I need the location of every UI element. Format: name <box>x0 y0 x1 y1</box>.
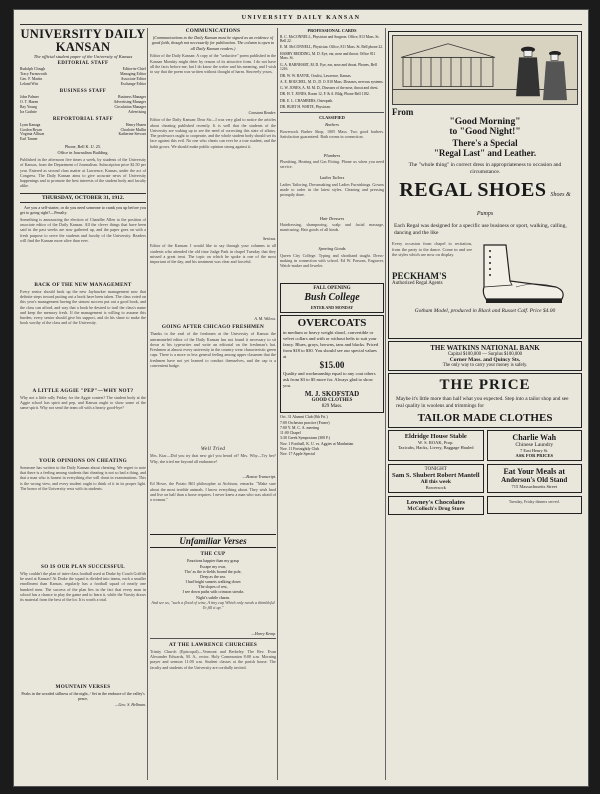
classified-head: CLASSIFIED <box>319 114 345 120</box>
classified-sporting-goods: Sporting Goods <box>318 246 346 252</box>
staff-name: Ira Guthrie <box>20 109 37 114</box>
charlie-name: Charlie Wah <box>512 432 557 442</box>
building-illustration-icon <box>393 36 577 104</box>
professional-card: DR. E. L. CHAMBERS, Osteopath. <box>280 98 334 103</box>
poem-line: The slopes of rest, <box>198 584 228 590</box>
bowersock-name: Bowersock <box>425 485 446 491</box>
phone-line: Phone, Bell K. U. 25. <box>64 144 102 150</box>
regal-shoes-logo: REGAL SHOES <box>399 178 547 201</box>
peckham-name: PECKHAM'S <box>392 271 447 282</box>
letter-body: Editor of the Daily Kansan: A copy of the "seductive" poem published in the Kansan Monday might deter by reason of its attractive form. I do not have all the facts before me, but I do know the writer and his meaning, and I wish to say that the poem was written without thought of harm. Sincerely yours, <box>150 53 276 75</box>
overcoats-copy: in medium or heavy weight shawl, convertible or velvet collars and with or without belts to suit your fancy. Blues, grays, browns, tans and blacks. Priced from $18 to $30. You should see our special values at <box>283 329 379 359</box>
schedule-item: 7:00 Orchestra practice (Fraser) <box>280 420 330 425</box>
professional-card: HARRY REDDING, M. D. Eye, ear, nose and throat. Office 811 Mass. St. <box>280 51 376 61</box>
professional-card: DR. H. T. JONES, Room 12, F. & A. Bldg. Phone Bell 1182. <box>280 92 370 97</box>
staff-role: Charlotte Mullin <box>120 127 146 132</box>
lowney-ad[interactable] <box>388 496 484 515</box>
skofstad-sub: GOOD CLOTHES <box>311 397 353 403</box>
staff-name: Rudolph Clough <box>20 67 46 72</box>
staff-name: Lynn Kanaga <box>20 122 41 127</box>
masthead-subtitle: The official student paper of the University of Kansas <box>33 54 133 60</box>
column-rule <box>147 28 148 780</box>
running-head: UNIVERSITY DAILY KANSAN <box>241 15 361 21</box>
letter-signature: Constant Reader. <box>248 110 276 116</box>
price-head: THE PRICE <box>439 377 531 393</box>
tailor-made-text: TAILOR MADE CLOTHES <box>417 411 553 424</box>
column-communications <box>150 28 276 780</box>
overcoats-ad[interactable] <box>280 315 384 414</box>
reportorial-roster <box>20 123 146 143</box>
business-staff-head: BUSINESS STAFF <box>59 88 107 94</box>
anderson-address: 715 Massachusetts Street <box>511 483 557 489</box>
from-text: From <box>392 107 414 117</box>
schedule-item: 11:00 Chapel <box>280 431 301 436</box>
staff-role <box>118 137 146 142</box>
regal-copy: Each Regal was designed for a specific use business or sport, walking, calling, dancing and the like <box>394 222 567 236</box>
charlie-prices: ASK FOR PRICES <box>515 452 553 458</box>
staff-name: O. T. Hazen <box>20 99 39 104</box>
classified-text: Bowersock Barber Shop, 1005 Mass. Two good barbers. Satisfaction guaranteed. Bath rooms in connection. <box>280 128 384 139</box>
headline-mountain-verses: MOUNTAIN VERSES <box>55 683 111 690</box>
charlie-sub: Chinese Laundry <box>515 441 554 448</box>
staff-role: Business Manager <box>118 94 146 99</box>
headline-aggie-pep: A LITTLE AGGIE "PEP"—WHY NOT? <box>32 387 134 394</box>
publication-notice: Published in the afternoon five times a week, by students of the University of Kansas, from the Department of Journalism. Subscription price $2.50 per year. Entered as second class matter at Lawrence, Kansas, under the act of Congress. The Daily Kansan aims to give accurate news of University happenings and to promote the best interests of the student body and faculty alike. <box>20 157 146 189</box>
bowersock-ad[interactable] <box>388 464 484 493</box>
well-tried-head: Well Tried <box>200 446 226 453</box>
staff-role: Exchange Editor <box>120 82 146 87</box>
staff-role: Advertising Manager <box>113 99 146 104</box>
staff-role: Katherine Stewart <box>118 132 146 137</box>
eldridge-stable-ad[interactable] <box>388 430 484 461</box>
hours-text: Tuesday, Friday dinners served. <box>508 499 560 505</box>
staff-role: Circulation Manager <box>114 104 146 109</box>
letter-body: Editor of the Daily Kansan: Dear Sir—I was very glad to notice the articles about cheating published recently. It is well that the students of the University are waking up to see the need of correcting this state of affairs. The professors ought to cooperate, and the whole student body should set its face against this evil. No one who cheats can ever be a true student, and the habit grows. We should make public opinion strong against it. <box>150 117 276 149</box>
regal-tagline: Shoes & Pumps <box>476 191 571 217</box>
poem-line: I had bright sunsets walking down <box>185 579 241 585</box>
staff-name: Geo. F. Martin <box>20 77 43 82</box>
classified-hair-dressers: Hair Dressers <box>319 215 345 221</box>
anderson-hours <box>487 496 583 514</box>
staff-name: Earl Tanner <box>20 137 38 142</box>
communications-head: COMMUNICATIONS <box>185 28 241 34</box>
charlie-address: 7 East Henry St. <box>520 447 549 453</box>
headline-new-management: BACK OF THE NEW MANAGEMENT <box>34 281 132 288</box>
poem-line: Night's subtle charm. <box>196 594 230 600</box>
bush-college-name: Bush College <box>304 291 360 303</box>
eat-text: Eat Your Meals at <box>503 466 566 476</box>
poem-line: I see down paths with crimson streaks <box>182 589 244 595</box>
staff-name: Ray Young <box>20 104 37 109</box>
staff-name: Tracy Farnsworth <box>20 72 47 77</box>
street-scene-illustration <box>392 35 578 105</box>
shubert-sub: All this week <box>420 479 451 486</box>
headline-chicago-freshmen: GOING AFTER CHICAGO FRESHMEN <box>161 324 265 331</box>
lead-paragraph: Are you a self-starter, or do you need someone to crank you up before you get to going right?—Penalty. <box>20 205 146 216</box>
bank-name: THE WATKINS NATIONAL BANK <box>430 344 540 352</box>
letter-signature: Serious. <box>263 236 276 242</box>
schedule-item: Nov. 17 Apple Special <box>280 452 315 457</box>
schedule-item: 3:30 Greek Symposium (300 F.) <box>280 436 331 441</box>
poem-line: Tho' as the is-fields bound the pole, <box>184 568 242 574</box>
eldridge-copy: Taxicabs, Hacks, Livery, Baggage Hauled <box>398 444 474 450</box>
price-copy: Maybe it's little more than half what you expected. Step into a tailor shop and see real quality in woolens and trimmings for <box>396 396 569 409</box>
overcoats-price: $15.00 <box>319 359 345 370</box>
column-rule <box>385 28 386 780</box>
good-morning-text: "Good Morning" <box>449 117 521 127</box>
poem-title: THE CUP <box>200 551 226 558</box>
staff-name: Virginia Allison <box>20 132 45 137</box>
anderson-ad[interactable] <box>487 464 583 493</box>
headline-plan-successful: SO IS OUR PLAN SUCCESSFUL <box>41 563 125 570</box>
watkins-bank-ad[interactable] <box>388 341 582 371</box>
bank-copy: The only way to carry your money is safely. <box>442 363 528 368</box>
tonight-text: TONIGHT <box>424 466 447 472</box>
bush-college-ad[interactable] <box>280 283 384 313</box>
classified-ladies-tailors: Ladies Tailors <box>319 175 345 181</box>
mcculloch-text: McColloch's Drug Store <box>407 506 465 513</box>
classified-text: Plumbing, Heating and Gas Fitting. Phone us when you need service. <box>280 159 384 170</box>
letter-body: Editor of the Kansan: I would like to say through your columns to all students who attended the old time Judge Park in chapel Tuesday that they missed a great treat. The topic on which he spoke is one of the most important of the day, and his treatment was clear and forceful. <box>150 243 276 265</box>
top-rule <box>20 24 582 25</box>
business-roster <box>20 95 146 115</box>
staff-role: Advertising <box>128 109 146 114</box>
article-body: Every senior should back up the new Jayhawker management now that definite steps toward putting out a book have been taken. The class voted on this year's management having the utmost success put out a good book, and the class can afford, and way that a book be desired to trail the class's name and keep the memory fresh. If the management is willing to assume this burden, every senior should give his support, and do his share to make the book worthy of the class and of the University. <box>20 288 146 326</box>
event-schedule <box>280 415 384 457</box>
professional-card: DR. BURT H. WHITE, Physician. <box>280 104 331 109</box>
unfamiliar-verses-head: Unfamiliar Verses <box>150 534 276 548</box>
classified-plumbers: Plumbers <box>323 152 341 158</box>
shubert-text: Sam S. Shubert Robert Mantell <box>391 471 480 479</box>
high-shoe-illustration-icon <box>476 241 568 305</box>
professional-card: A. E. BOUCHEL, M. D., D. O. 810 Mass. Diseases, nervous systems. <box>280 79 384 84</box>
overcoats-head: OVERCOATS <box>297 316 367 329</box>
regal-last-text: "Regal Last" and Leather. <box>433 148 537 159</box>
professional-card: G. A. BARNHART, M. D. Eye, ear, nose and throat. Phones, Bell 1216. <box>280 62 377 72</box>
schedule-item: Nov. 11 Fortnightly Club <box>280 446 320 451</box>
professional-card: R. C. McCONNELL, Physician and Surgeon. Office, 813 Mass. St. Bell 22. <box>280 34 380 44</box>
classified-barbers: Barbers <box>325 122 339 128</box>
date-line: THURSDAY, OCTOBER 31, 1912. <box>20 193 146 203</box>
professional-cards-head: PROFESSIONAL CARDS <box>307 28 357 33</box>
staff-role: Managing Editor <box>120 72 146 77</box>
professional-card: E. M. McCONNELL, Physician. Office, 811 Mass. St. Bell phone 22. <box>280 45 384 50</box>
column-rule <box>277 28 278 780</box>
special-text: There's a Special <box>452 137 518 148</box>
office-line: Office in Journalism Building. <box>57 149 109 155</box>
bank-capital: Capital $100,000 — Surplus $100,000 <box>447 352 523 357</box>
divider <box>150 638 276 639</box>
poem-continuation: And see us, "such a flood of wine, A tiny cup Which only needs a thimbleful To fill it up." <box>151 599 275 611</box>
staff-name: Leland Wirt <box>20 82 39 87</box>
verse-lines: Peaks in the wooded stillness of the night, / Set in the embrace of the valley's peace, <box>21 690 145 702</box>
church-listings: Trinity Church (Episcopal)—Vermont and Berkeley. The Rev. Evan Alexander Edwards, M. A., rector. Holy Communion 8:00 a.m. Morning prayer and sermon 11:00 a.m. Student classes at the parish house. The faculty and students of the University are cordially invited. <box>150 648 276 670</box>
professional-card: G. W. JONES, A. M. M. D., Diseases of the nose, throat and chest. <box>280 86 379 91</box>
newspaper-page <box>14 10 588 786</box>
tailor-made-ad[interactable] <box>388 373 582 428</box>
schedule-item: Nov. 1 Football, K. U. vs. Aggies at Manhattan <box>280 441 354 446</box>
poem-signature: —Harry Kemp. <box>251 630 276 636</box>
article-body: Why couldn't the plan of inter-class football used at Drake by Coach Griffith be used at Kansas? At Drake the squad is divided into teams, each a smaller enrollment than Kansas, regularly has a football squad of nearly one hundred men. The success of the plan lies in the fact that every man in school has a chance to play the game and to learn it, while the Varsity draws its material from the best of the lot. It is worth a trial. <box>20 570 146 603</box>
eldridge-name: Eldridge House Stable <box>404 432 467 440</box>
article-body: Why not a little rally Friday for the Aggie contest? The student body at the Aggie school has spirit and pep, and Kansas ought to show some of the same spirit. Why not send the team off with a hearty good-bye? <box>20 394 146 411</box>
regal-detail-copy: Every occasion from chapel to recitation, from the party to the dance. Come in and see the styles which are now on display. <box>392 241 472 258</box>
column-editorial <box>20 28 146 780</box>
article-body: Something is announcing the election of Chandler Allen to the position of associate editor of the Daily Kansan. All the clever things that have been said in the past weeks are now gathered up, and the paper goes on with a fresh purpose to serve the students and faculty of the University. Readers will find the Kansan more alive than ever. <box>20 216 146 243</box>
editorial-staff-head: EDITORIAL STAFF <box>57 61 109 67</box>
charlie-wah-ad[interactable] <box>487 430 583 461</box>
letter-signature: A. M. Wilcox. <box>254 316 276 322</box>
well-tried-signature: —Boston Transcript. <box>242 474 276 480</box>
overcoats-tail: Quality and workmanship equal to any coat others ask from $3 to $5 more for. Always glad to show you. <box>283 370 376 388</box>
schedule-item: Oct. 31 Alumni Club (8th Fri.) <box>280 415 328 420</box>
professional-card: DR. W. W. BAYNE, Oculist, Lawrence, Kansas. <box>280 73 352 78</box>
lowney-text: Lowney's Chocolates <box>406 499 465 507</box>
column-classified <box>280 28 384 780</box>
staff-name: Gordon Bryan <box>20 127 42 132</box>
peckham-sub: Authorized Regal Agents <box>392 281 443 287</box>
poem-line: Emotions happier than my grasp <box>187 558 239 564</box>
gotham-model-text: Gotham Model, produced in Black and Russet Calf. Price $4.00 <box>414 308 556 315</box>
anderson-name: Anderson's Old Stand <box>501 475 568 484</box>
professional-cards-list <box>280 35 384 110</box>
article-body: Mrs. Kiar—Did you try that new girl you heard of? Mrs. Why—Try her? Why, she tried me beyond all endurance! <box>150 453 276 464</box>
eldridge-prop: W. S. ROAK, Prop. <box>418 439 454 445</box>
enter-monday-text: ENTER AND MONDAY <box>310 304 354 310</box>
staff-role: Associate Editor <box>120 77 146 82</box>
classified-text: Hairdressing, shampooing, scalp and facial massage, manicuring. Hair goods of all kinds. <box>280 222 384 233</box>
column-advertisements <box>388 28 582 780</box>
good-night-text: to "Good Night!" <box>449 127 521 138</box>
whole-thing-text: The "whole thing" in correct dress in appropriateness to occasion and circumstance. <box>408 161 562 175</box>
poem-lines <box>150 558 276 600</box>
communications-intro: (Communications to the Daily Kansan must be signed as an evidence of good faith, though not necessarily for publication. The column is open to all Daily Kansan readers.) <box>151 35 275 51</box>
staff-role: Editor-in-Chief <box>122 67 146 72</box>
staff-name: John Palmer <box>20 94 39 99</box>
poem-line: Deep as the sea. <box>200 573 226 579</box>
reportorial-staff-head: REPORTORIAL STAFF <box>52 116 114 122</box>
masthead: UNIVERSITY DAILY KANSAN <box>20 28 146 55</box>
classified-text: Ladies Tailoring, Dressmaking and Ladies Furnishings. Gowns made to order in the latest styles. Cleaning and pressing promptly done. <box>280 181 384 198</box>
editorial-roster <box>20 67 146 87</box>
skofstad-address: 829 Mass. <box>321 403 343 409</box>
schedule-item: 7:00 Y. M. C. A. meeting <box>280 425 320 430</box>
staff-role: Henry Hazen <box>125 122 146 127</box>
skofstad-name: M. J. SKOFSTAD <box>304 389 360 398</box>
divider <box>280 112 384 113</box>
article-body: Thanks to the zeal of the freshmen at the University of Kansas the untrammeled editor of the Daily Kansan has not found it necessary to sit down at his typewriter and write an editorial on the freshman's hat. Freshmen at almost every university in the country wear characteristic green caps. There is a more or less general feeling among upper classmen that the freshmen have not yet learned to conduct themselves, and the cap is a convenient badge. <box>150 331 276 368</box>
verse-signature: —Geo. S. Hellman. <box>115 702 146 708</box>
bank-corner: Corner Mass. and Quincy Sts. <box>449 357 521 363</box>
headline-churches: AT THE LAWRENCE CHURCHES <box>168 641 258 648</box>
regal-shoes-ad[interactable] <box>388 31 582 339</box>
poem-line: Escape my own, <box>199 563 227 569</box>
headline-cheating: YOUR OPINIONS ON CHEATING <box>39 457 127 464</box>
fall-opening-text: FALL OPENING <box>313 285 351 291</box>
article-body: Ed Howe, the Potato Hill philosopher at Atchison, remarks: "Make sure about the most terrible animals. I know everything about. They wish hard and live on half than a horse requires. I never knew a man who was afraid of a woman." <box>150 481 276 503</box>
article-body: Someone has written to the Daily Kansan about cheating. We regret to note that there is a feeling among students that cheating is not so bad a thing, and that a man who is honest in everything else will cheat in examinations. This is the wrong view, and every student ought to think of it in its proper light. The honor of the University rests with its students. <box>20 464 146 491</box>
classified-text: Queen City College. Typing and shorthand taught. Dress-making in connection with school. Ed W. Parsons, Engraver, Watch-maker and Jeweler. <box>280 252 384 269</box>
